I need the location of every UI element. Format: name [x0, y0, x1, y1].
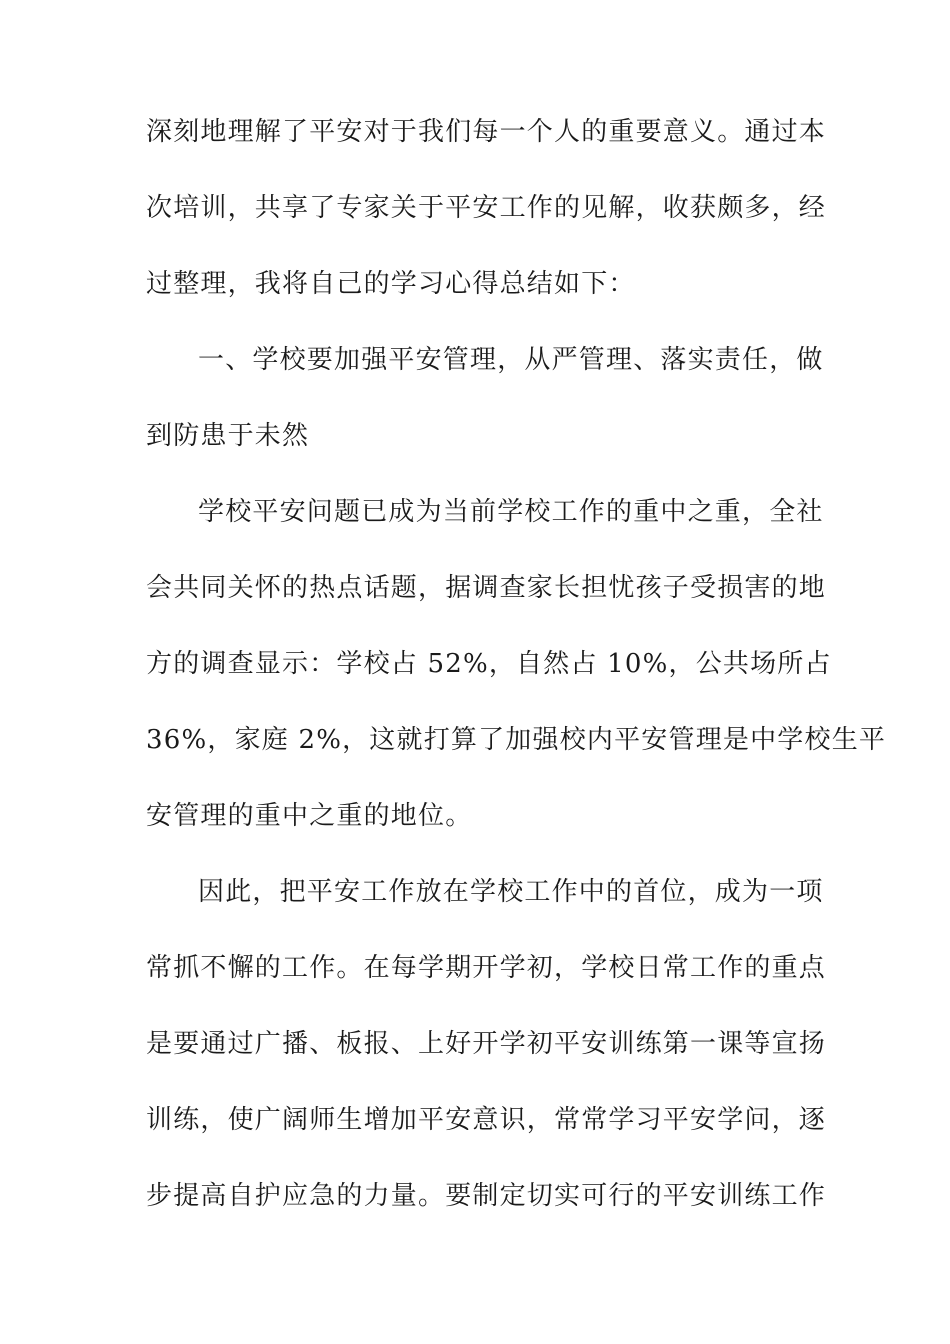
text-line-13: 是要通过广播、板报、上好开学初平安训练第一课等宣扬 [146, 1029, 827, 1059]
text-line-11: 因此，把平安工作放在学校工作中的首位，成为一项 [198, 877, 824, 907]
text-line-8: 方的调查显示：学校占 52%，自然占 10%，公共场所占 [146, 649, 832, 679]
text-line-10: 安管理的重中之重的地位。 [146, 801, 473, 831]
text-line-7: 会共同关怀的热点话题，据调查家长担忧孩子受损害的地 [146, 573, 827, 603]
text-line-1: 深刻地理解了平安对于我们每一个人的重要意义。通过本 [146, 117, 827, 147]
text-line-15: 步提高自护应急的力量。要制定切实可行的平安训练工作 [146, 1181, 827, 1211]
text-line-14: 训练，使广阔师生增加平安意识，常常学习平安学问，逐 [146, 1105, 827, 1135]
text-line-2: 次培训，共享了专家关于平安工作的见解，收获颇多，经 [146, 193, 827, 223]
text-line-9: 36%，家庭 2%，这就打算了加强校内平安管理是中学校生平 [146, 725, 887, 755]
text-line-6: 学校平安问题已成为当前学校工作的重中之重，全社 [198, 497, 824, 527]
text-line-3: 过整理，我将自己的学习心得总结如下： [146, 269, 636, 299]
section-heading-line-2: 到防患于未然 [146, 421, 310, 451]
section-heading-line-1: 一、学校要加强平安管理，从严管理、落实责任，做 [198, 345, 824, 375]
text-line-12: 常抓不懈的工作。在每学期开学初，学校日常工作的重点 [146, 953, 827, 983]
